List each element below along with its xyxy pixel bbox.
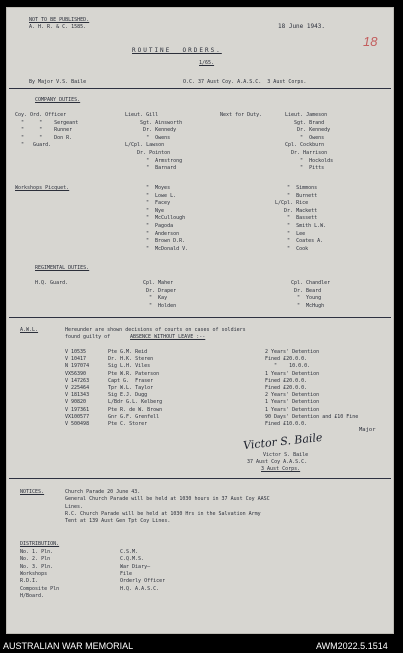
awl-service-number: V 90820 [65, 399, 87, 406]
awl-sentence: Fined £20.0.0. [265, 385, 308, 391]
page-title: ROUTINE ORDERS. [132, 47, 222, 54]
picquet-person: " Facey [146, 200, 171, 207]
distribution-entry: Orderly Officer [120, 578, 166, 585]
awl-service-number: V 225464 [65, 385, 90, 391]
awl-soldier-name: L/Bdr G.L. Kelberg [108, 399, 163, 406]
divider [9, 478, 391, 479]
archive-name: AUSTRALIAN WAR MEMORIAL [3, 641, 134, 651]
picquet-person: " Pagoda [146, 223, 174, 229]
duty-person-next: Cpl. Cockburn [285, 142, 325, 149]
picquet-person: " Anderson [146, 230, 180, 237]
picquet-person: " Lowe L. [146, 192, 177, 199]
distribution-entry: C.S.M. [120, 549, 139, 555]
distribution-entry: Composite Pln [20, 585, 60, 592]
picquet-person: " McCullough [146, 215, 186, 222]
guard-person: " Kay [143, 295, 168, 302]
awl-soldier-name: Pte G.M. Reid [108, 349, 148, 355]
duty-person: Dr. Kennedy [125, 127, 177, 134]
awl-sentence: 1 Years' Detention [265, 406, 320, 413]
awl-service-number: V 181343 [65, 392, 90, 399]
distribution-entry: H/Board. [20, 592, 45, 599]
duty-role: " " Sergeant [15, 119, 79, 126]
awl-sentence: " 10.0.0. [265, 363, 311, 370]
duty-person-next: Dr. Harrison [285, 150, 328, 156]
duty-person-next: Sgt. Brand [285, 119, 325, 126]
distribution-entry: R.D.I. [20, 578, 39, 585]
guard-person-next: Dr. Beard [291, 287, 322, 294]
awl-soldier-name: Pte C. Storer [108, 421, 148, 427]
awl-soldier-name: Capt G. Fraser [108, 377, 154, 384]
awl-soldier-name: Tpr W.L. Taylor [108, 385, 154, 391]
distribution-entry: C.Q.M.S. [120, 556, 145, 563]
awl-sentence: 2 Years' Detention [265, 392, 320, 399]
picquet-person-next: " Simmons [275, 185, 318, 191]
hq-guard-label: H.Q. Guard. [35, 280, 69, 286]
distribution-entry: No. 3. Pln. [20, 563, 54, 570]
picquet-person: " Moyes [146, 185, 171, 191]
awl-service-number: VX56390 [65, 370, 87, 377]
handwritten-signature: Victor S. Baile [242, 430, 324, 453]
awl-soldier-name: Dr. H.K. Steren [108, 356, 154, 363]
notice-line: Lines. [65, 503, 84, 510]
awl-soldier-name: Sig E.J. Dugg [108, 392, 148, 399]
duty-person-next: " Owens [285, 134, 325, 141]
duty-person: " Owens [125, 134, 171, 141]
notices-heading: NOTICES. [20, 489, 45, 495]
picquet-person-next: Dr. Mackett [275, 207, 318, 214]
distribution-entry: Workshops [20, 570, 48, 577]
awl-service-number: VX100577 [65, 413, 90, 420]
guard-person-next: Cpl. Chandler [291, 280, 331, 286]
awl-intro-line-1: Hereunder are shown decisions of courts on cases of soldiers [65, 327, 246, 333]
picquet-person-next: " Cook [275, 245, 309, 252]
duty-person-next: Lieut. Jameson [285, 112, 328, 118]
awl-service-number: V 10417 [65, 356, 87, 363]
awl-sentence: 1 Years' Detention [265, 370, 320, 377]
awl-service-number: V 147263 [65, 377, 90, 384]
awl-sentence: 1 Years' Detention [265, 399, 320, 406]
order-number: 1/65. [199, 60, 215, 66]
rank-major: Major [359, 427, 376, 433]
notice-line: General Church Parade will be held at 1030 hours in 37 Aust Coy AASC [65, 496, 270, 503]
awl-sentence: Fined £10.0.0. [265, 421, 308, 427]
awl-service-number: V 197361 [65, 406, 90, 413]
duty-person: Dr. Pointon [125, 150, 171, 156]
reference-number: A. H. R. & C. 1585. [29, 24, 87, 30]
awl-sentence: Fined £20.0.0. [265, 377, 308, 384]
awl-soldier-name: Pte R. de W. Brown [108, 406, 163, 413]
duty-role: " " Runner [15, 127, 73, 134]
distribution-heading: DISTRIBUTION. [20, 541, 60, 547]
duty-person: Sgt. Ainsworth [125, 119, 183, 126]
next-for-duty-label: Next for Duty. [220, 112, 263, 118]
signatory-name: Victor S. Baile [263, 452, 309, 458]
archive-footer [0, 638, 403, 653]
notice-line: R.C. Church Parade will be held at 1030 Hrs in the Salvation Army [65, 510, 261, 517]
marginal-mark: 18 [363, 34, 378, 49]
oc-line: O.C. 37 Aust Coy. A.A.S.C. 3 Aust Corps. [183, 79, 307, 85]
awl-sentence: 2 Years' Detention [265, 349, 320, 355]
picquet-person: " McDonald V. [146, 245, 189, 252]
order-date: 18 June 1943. [278, 23, 325, 30]
distribution-entry: No. 2. Pln [20, 556, 51, 563]
divider [9, 88, 391, 89]
guard-person: Cpl. Maher [143, 280, 174, 286]
awl-sentence: Fined £20.0.0. [265, 356, 308, 363]
guard-person-next: " Young [291, 295, 322, 302]
awl-service-number: V 500498 [65, 421, 90, 427]
duty-person: Lieut. Gill [125, 112, 159, 118]
regimental-duties-heading: REGIMENTAL DUTIES. [35, 265, 90, 271]
distribution-entry: No. 1. Pln. [20, 549, 54, 555]
picquet-person-next: " Lee [275, 230, 306, 237]
duty-role: " " Don R. [15, 134, 73, 141]
awl-soldier-name: Pte W.R. Paterson [108, 370, 160, 377]
picquet-person: " Brown D.R. [146, 238, 186, 245]
duty-person-next: Dr. Kennedy [285, 127, 331, 134]
duty-person: " Armstrong [125, 157, 183, 164]
picquet-person-next: " Coates A. [275, 238, 324, 245]
by-line: By Major V.S. Baile [29, 79, 87, 85]
document-page [6, 7, 394, 634]
guard-person: " Holden [143, 302, 177, 309]
awl-service-number: N 197074 [65, 363, 90, 370]
picquet-person: " Nye [146, 207, 165, 214]
duty-person: L/Cpl. Lawson [125, 142, 165, 149]
workshops-picquet-heading: Workshops Picquet. [15, 185, 70, 191]
signatory-unit: 37 Aust Coy A.A.S.C. [247, 459, 308, 465]
awl-intro-emphasis: ABSENCE WITHOUT LEAVE :-- [130, 334, 206, 340]
company-duties-heading: COMPANY DUTIES. [35, 97, 81, 103]
duty-role: " Guard. [15, 142, 52, 149]
picquet-person-next: L/Cpl. Rice [275, 200, 309, 207]
duty-person: " Barnard [125, 165, 177, 172]
awl-heading: A.W.L. [20, 327, 39, 333]
picquet-person-next: " Smith L.W. [275, 223, 327, 229]
distribution-entry: War Diary— [120, 563, 151, 570]
not-published-label: NOT TO BE PUBLISHED. [29, 17, 90, 23]
awl-soldier-name: Sig L.H. Viles [108, 363, 151, 370]
duty-role: Coy. Ord. Officer [15, 112, 67, 118]
duty-person-next: " Pitts [285, 165, 325, 172]
picquet-person-next: " Burnett [275, 192, 318, 199]
accession-number: AWM2022.5.1514 [316, 641, 388, 651]
awl-intro-line-2: found guilty of [65, 334, 111, 340]
awl-service-number: V 10535 [65, 349, 87, 355]
guard-person-next: " McHugh [291, 302, 325, 309]
distribution-entry: File [120, 570, 133, 577]
picquet-person-next: " Bassett [275, 215, 318, 222]
divider [9, 317, 391, 318]
awl-soldier-name: Gnr G.F. Grenfell [108, 413, 160, 420]
distribution-entry: H.Q. A.A.S.C. [120, 585, 160, 592]
awl-sentence: 90 Days' Detention and £10 Fine [265, 413, 359, 420]
duty-person-next: " Hockolds [285, 157, 334, 164]
signatory-corps: 3 Aust Corps. [261, 466, 301, 472]
guard-person: Dr. Draper [143, 287, 177, 294]
notice-line: Church Parade 20 June 43. [65, 489, 141, 495]
notice-line: Tent at 139 Aust Gen Tpt Coy Lines. [65, 518, 171, 525]
